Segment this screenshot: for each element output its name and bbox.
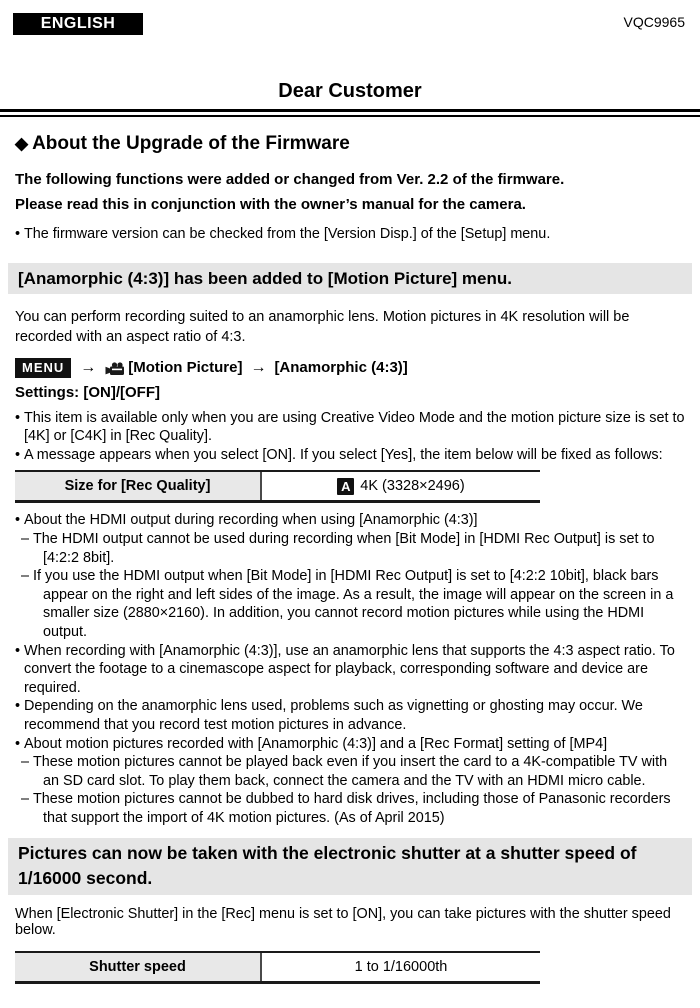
- shutter-intro: When [Electronic Shutter] in the [Rec] menu is set to [ON], you can take pictures with the shutter speed below.: [15, 906, 671, 939]
- bullet-marker: •: [15, 698, 21, 715]
- bullet-marker: •: [15, 446, 21, 463]
- bullet-text: A message appears when you select [ON]. If you select [Yes], the item below will be fixed as follows:: [24, 446, 663, 463]
- list-item: [15, 409, 685, 446]
- note-text: About the HDMI output during recording when using [Anamorphic (4:3)]: [24, 512, 478, 529]
- dash-marker: –: [21, 754, 30, 771]
- bullet-text: This item is available only when you are using Creative Video Mode and the motion picture size is set to [4K] or [C4K] in [Rec Quality].: [24, 409, 685, 445]
- page-header: [15, 13, 685, 35]
- sub-list-item: [15, 753, 685, 790]
- sub-note-text: These motion pictures cannot be dubbed to hard disk drives, including those of Panasonic recorders that support the import of 4K motion pictures. (As of April 2015): [33, 791, 671, 826]
- a-badge-icon: A: [337, 478, 354, 495]
- sub-list-item: [15, 790, 685, 827]
- bullet-marker: •: [15, 409, 21, 426]
- table-header-cell: Shutter speed: [15, 953, 262, 981]
- table-value-cell: [262, 472, 540, 500]
- note-text: Depending on the anamorphic lens used, problems such as vignetting or ghosting may occur. We recommend that you record test motion pictures in advance.: [24, 698, 643, 733]
- dash-marker: –: [21, 568, 30, 585]
- firmware-heading-text: About the Upgrade of the Firmware: [32, 133, 350, 154]
- menu-step-motion-picture: [Motion Picture]: [128, 359, 243, 377]
- firmware-intro-line1: The following functions were added or changed from Ver. 2.2 of the firmware.: [15, 171, 565, 188]
- anamorphic-bullet-list: [15, 409, 685, 465]
- bullet-marker: •: [15, 735, 21, 752]
- anamorphic-notes-list: [15, 511, 685, 827]
- sub-note-text: These motion pictures cannot be played back even if you insert the card to a 4K-compatible TV with an SD card slot. To play them back, connect the camera and the TV with an HDMI micro cable.: [33, 754, 668, 789]
- arrow-right-icon: →: [80, 358, 97, 376]
- table-value-text: 1 to 1/16000th: [354, 959, 448, 976]
- list-item: [15, 511, 685, 530]
- arrow-right-icon: →: [250, 358, 267, 376]
- bullet-marker: •: [15, 642, 21, 659]
- dash-marker: –: [21, 791, 30, 808]
- menu-button-badge: MENU: [15, 358, 71, 378]
- anamorphic-section-heading: [Anamorphic (4:3)] has been added to [Motion Picture] menu.: [8, 263, 692, 294]
- firmware-note-list: [15, 225, 685, 244]
- shutter-section-heading: Pictures can now be taken with the electronic shutter at a shutter speed of 1/16000 second.: [8, 838, 692, 895]
- motion-picture-icon: [105, 362, 125, 376]
- table-header-cell: Size for [Rec Quality]: [15, 472, 262, 500]
- diamond-icon: ◆: [15, 134, 29, 153]
- firmware-intro: [15, 167, 685, 217]
- note-text: About motion pictures recorded with [Anamorphic (4:3)] and a [Rec Format] setting of [MP4]: [24, 735, 608, 752]
- menu-step-anamorphic: [Anamorphic (4:3)]: [274, 359, 408, 377]
- divider-thin: [0, 115, 700, 117]
- settings-label: Settings: [ON]/[OFF]: [15, 383, 160, 401]
- divider-thick: [0, 109, 700, 112]
- list-item: [15, 446, 685, 465]
- table-value-cell: [262, 953, 540, 981]
- dash-marker: –: [21, 530, 30, 547]
- table-value-text: 4K (3328×2496): [360, 478, 465, 495]
- list-item: [15, 735, 685, 754]
- menu-path: [15, 358, 685, 378]
- list-item: [15, 642, 685, 698]
- firmware-intro-line2: Please read this in conjunction with the owner’s manual for the camera.: [15, 196, 526, 213]
- rec-quality-table: [15, 470, 540, 503]
- sub-list-item: [15, 530, 685, 567]
- firmware-section-heading: [15, 132, 685, 155]
- bullet-marker: •: [15, 226, 21, 242]
- language-badge: ENGLISH: [13, 13, 143, 35]
- list-item: [15, 697, 685, 734]
- bullet-marker: •: [15, 512, 21, 529]
- note-text: When recording with [Anamorphic (4:3)], use an anamorphic lens that supports the 4:3 aspect ratio. To convert the footage to a cinemascope aspect for playback, corresponding software and device are required.: [24, 642, 675, 696]
- sub-list-item: [15, 567, 685, 641]
- shutter-speed-table: [15, 951, 540, 984]
- list-item: [15, 225, 685, 244]
- sub-note-text: The HDMI output cannot be used during recording when [Bit Mode] in [HDMI Rec Output] is set to [4:2:2 8bit].: [33, 530, 655, 566]
- page-title: Dear Customer: [278, 80, 422, 102]
- anamorphic-intro: You can perform recording suited to an anamorphic lens. Motion pictures in 4K resolution will be recorded with an aspect ratio of 4:3.: [15, 308, 630, 345]
- sub-note-text: If you use the HDMI output when [Bit Mode] in [HDMI Rec Output] is set to [4:2:2 10bit], black bars appear on the right and left sides of the image. As a result, the image will appear on the screen in a smaller size (2880×2160). In addition, you cannot record motion pictures while using the HDMI output.: [33, 568, 674, 640]
- firmware-bullet-text: The firmware version can be checked from the [Version Disp.] of the [Setup] menu.: [24, 226, 551, 242]
- doc-number: VQC9965: [623, 14, 685, 30]
